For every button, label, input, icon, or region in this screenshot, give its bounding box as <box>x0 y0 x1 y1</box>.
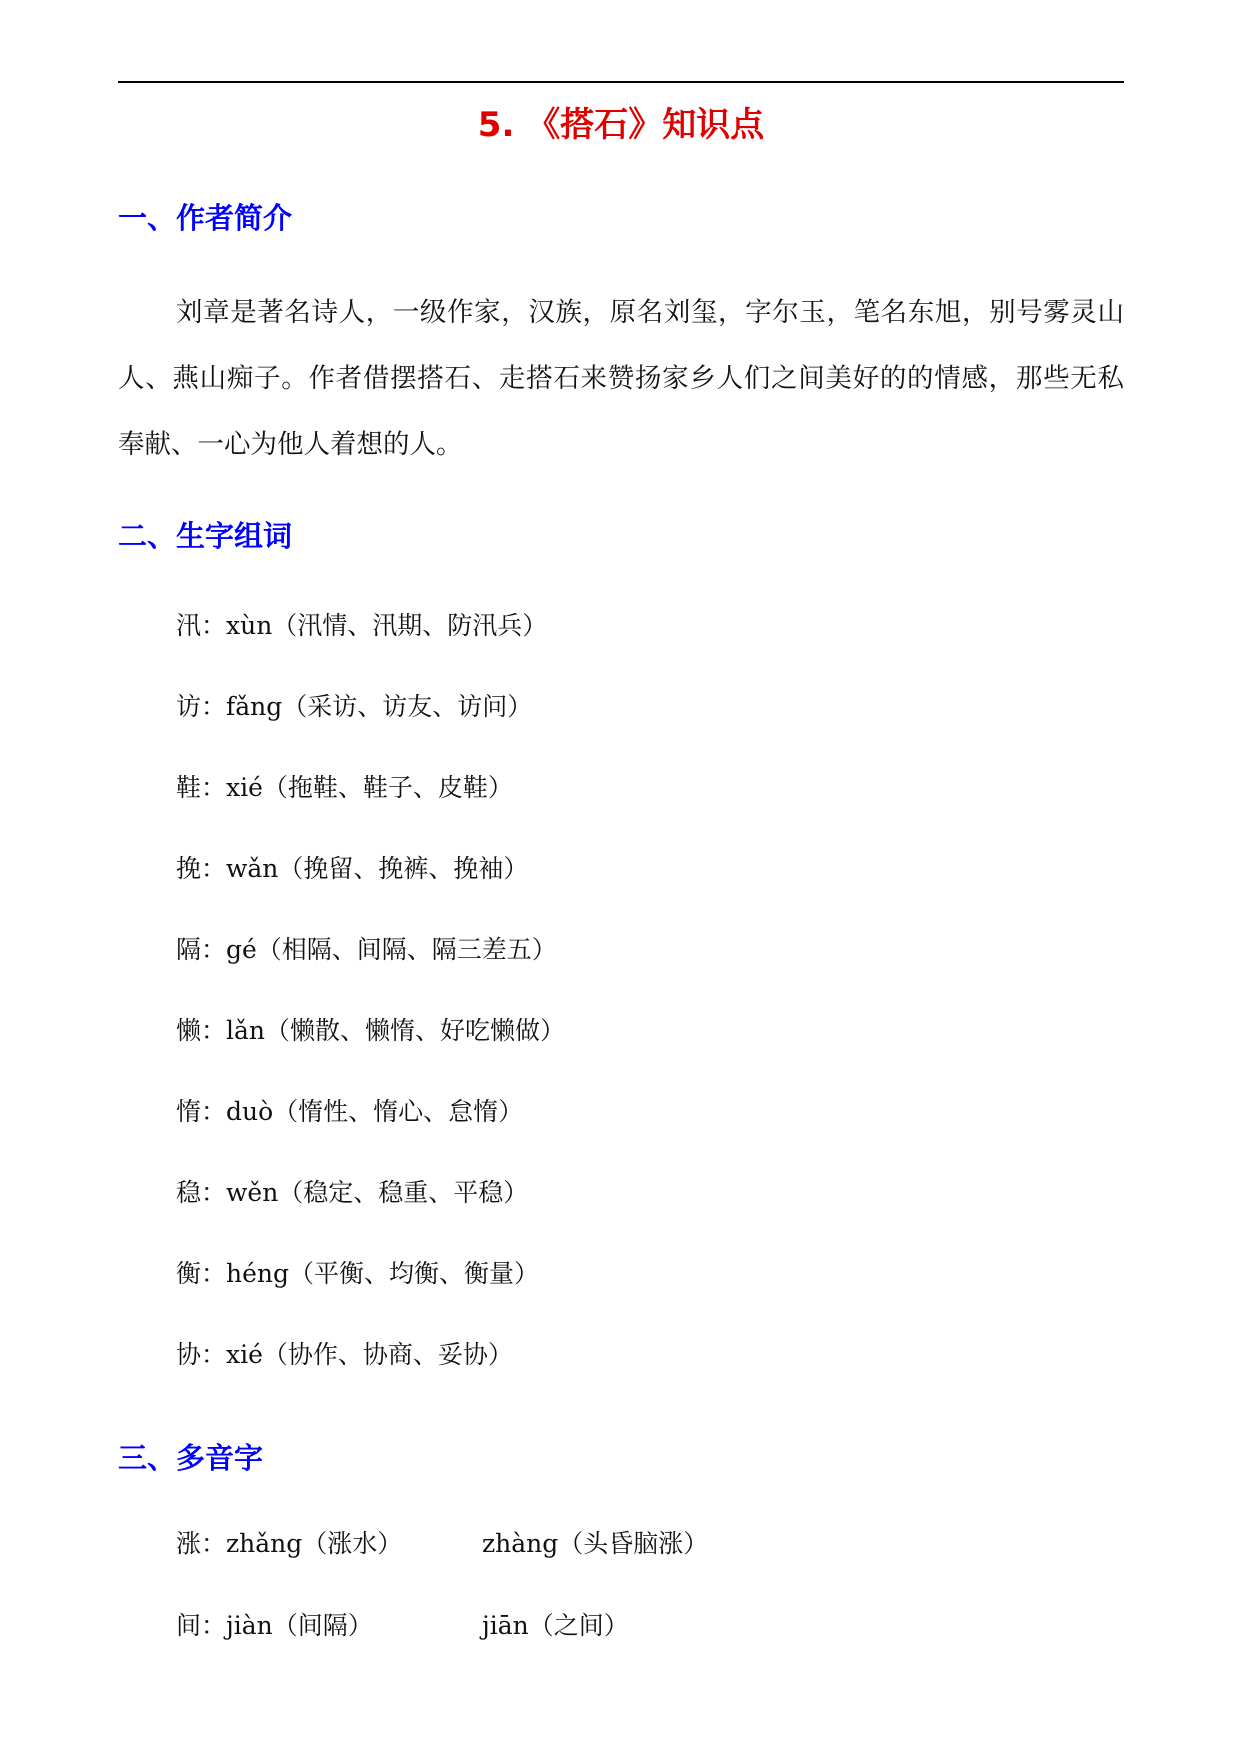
polyphone-reading-1: 涨：zhǎng（涨水） <box>176 1529 403 1558</box>
vocab-item: 访：fǎng（采访、访友、访问） <box>176 692 533 721</box>
section-heading-polyphones: 三、多音字 <box>118 1441 264 1475</box>
header-rule <box>118 81 1124 83</box>
polyphone-item <box>176 1606 708 1688</box>
section-heading-vocab: 二、生字组词 <box>118 519 293 553</box>
author-intro-paragraph: 刘章是著名诗人，一级作家，汉族，原名刘玺，字尔玉，笔名东旭，别号雾灵山人、燕山痴子。作者借摆搭石、走搭石来赞扬家乡人们之间美好的的情感，那些无私奉献、一心为他人着想的人。 <box>118 297 1124 460</box>
vocab-item: 协：xié（协作、协商、妥协） <box>176 1340 513 1369</box>
vocab-item: 鞋：xié（拖鞋、鞋子、皮鞋） <box>176 773 513 802</box>
vocab-item: 稳：wěn（稳定、稳重、平稳） <box>176 1178 529 1207</box>
vocab-item: 惰：duò（惰性、惰心、怠惰） <box>176 1097 524 1126</box>
polyphone-item <box>176 1524 708 1606</box>
vocab-item: 汛：xùn（汛情、汛期、防汛兵） <box>176 611 548 640</box>
vocab-item: 衡：héng（平衡、均衡、衡量） <box>176 1259 540 1288</box>
document-title: 5. 《搭石》知识点 <box>477 105 765 145</box>
polyphone-reading-2: jiān（之间） <box>482 1611 629 1640</box>
polyphone-reading-2: zhàng（头昏脑涨） <box>482 1529 709 1558</box>
polyphone-reading-1: 间：jiàn（间隔） <box>176 1611 373 1640</box>
section-heading-author: 一、作者简介 <box>118 201 293 235</box>
vocab-item: 隔：gé（相隔、间隔、隔三差五） <box>176 935 557 964</box>
polyphone-list <box>176 1524 708 1688</box>
vocab-item: 懒：lǎn（懒散、懒惰、好吃懒做） <box>176 1016 566 1045</box>
vocab-item: 挽：wǎn（挽留、挽裤、挽袖） <box>176 854 529 883</box>
vocab-list <box>176 606 565 1416</box>
